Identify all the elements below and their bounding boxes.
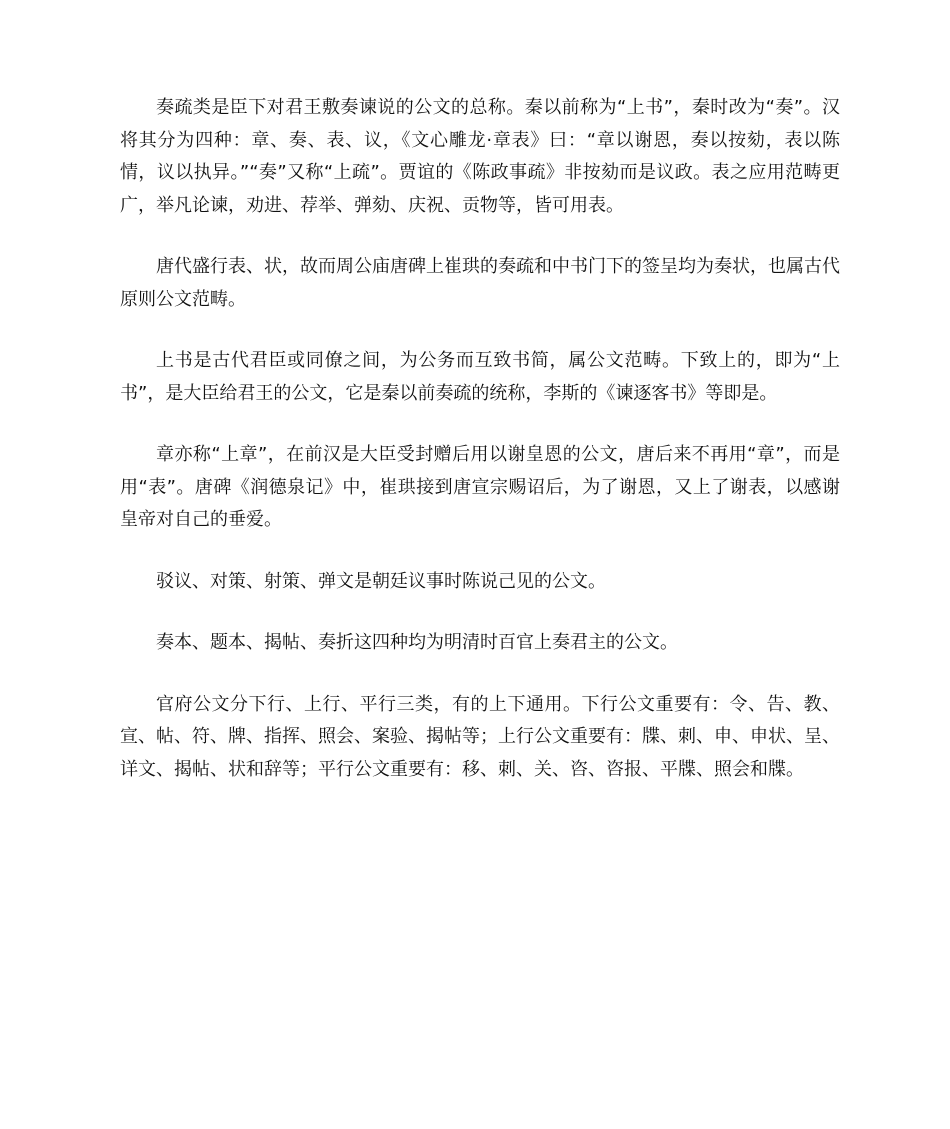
paragraph-guanfu-gongwen: 官府公文分下行、上行、平行三类，有的上下通用。下行公文重要有：令、告、教、宣、帖、符、牌、指挥、照会、案验、揭帖等；上行公文重要有：牒、刺、申、申状、呈、详文、揭帖、状和辞等；平行公文重要有：移、刺、关、咨、咨报、平牒、照会和牒。 (120, 693, 840, 780)
paragraph-zoushu: 奏疏类是臣下对君王敷奏谏说的公文的总称。秦以前称为“上书”，秦时改为“奏”。汉将其分为四种：章、奏、表、议，《文心雕龙·章表》曰：“章以谢恩，奏以按劾，表以陈情，议以执异。”“奏”又称“上疏”。贾谊的《陈政事疏》非按劾而是议政。表之应用范畴更广，举凡论谏，劝进、荐举、弹劾、庆祝、贡物等，皆可用表。 (120, 97, 840, 216)
paragraph-shangshu: 上书是古代君臣或同僚之间，为公务而互致书简，属公文范畴。下致上的，即为“上书”，是大臣给君王的公文，它是秦以前奏疏的统称，李斯的《谏逐客书》等即是。 (120, 350, 840, 404)
paragraph-biao-zhuang: 唐代盛行表、状，故而周公庙唐碑上崔珙的奏疏和中书门下的签呈均为奏状，也属古代原则公文范畴。 (120, 256, 840, 310)
paragraph-boyi: 驳议、对策、射策、弹文是朝廷议事时陈说己见的公文。 (156, 570, 606, 592)
document-body (120, 92, 840, 815)
paragraph-zouben: 奏本、题本、揭帖、奏折这四种均为明清时百官上奏君主的公文。 (156, 632, 678, 653)
paragraph-zhang: 章亦称“上章”，在前汉是大臣受封赠后用以谢皇恩的公文，唐后来不再用“章”，而是用“表”。唐碑《润德泉记》中，崔珙接到唐宣宗赐诏后，为了谢恩，又上了谢表，以感谢皇帝对自己的垂爱。 (120, 444, 840, 530)
